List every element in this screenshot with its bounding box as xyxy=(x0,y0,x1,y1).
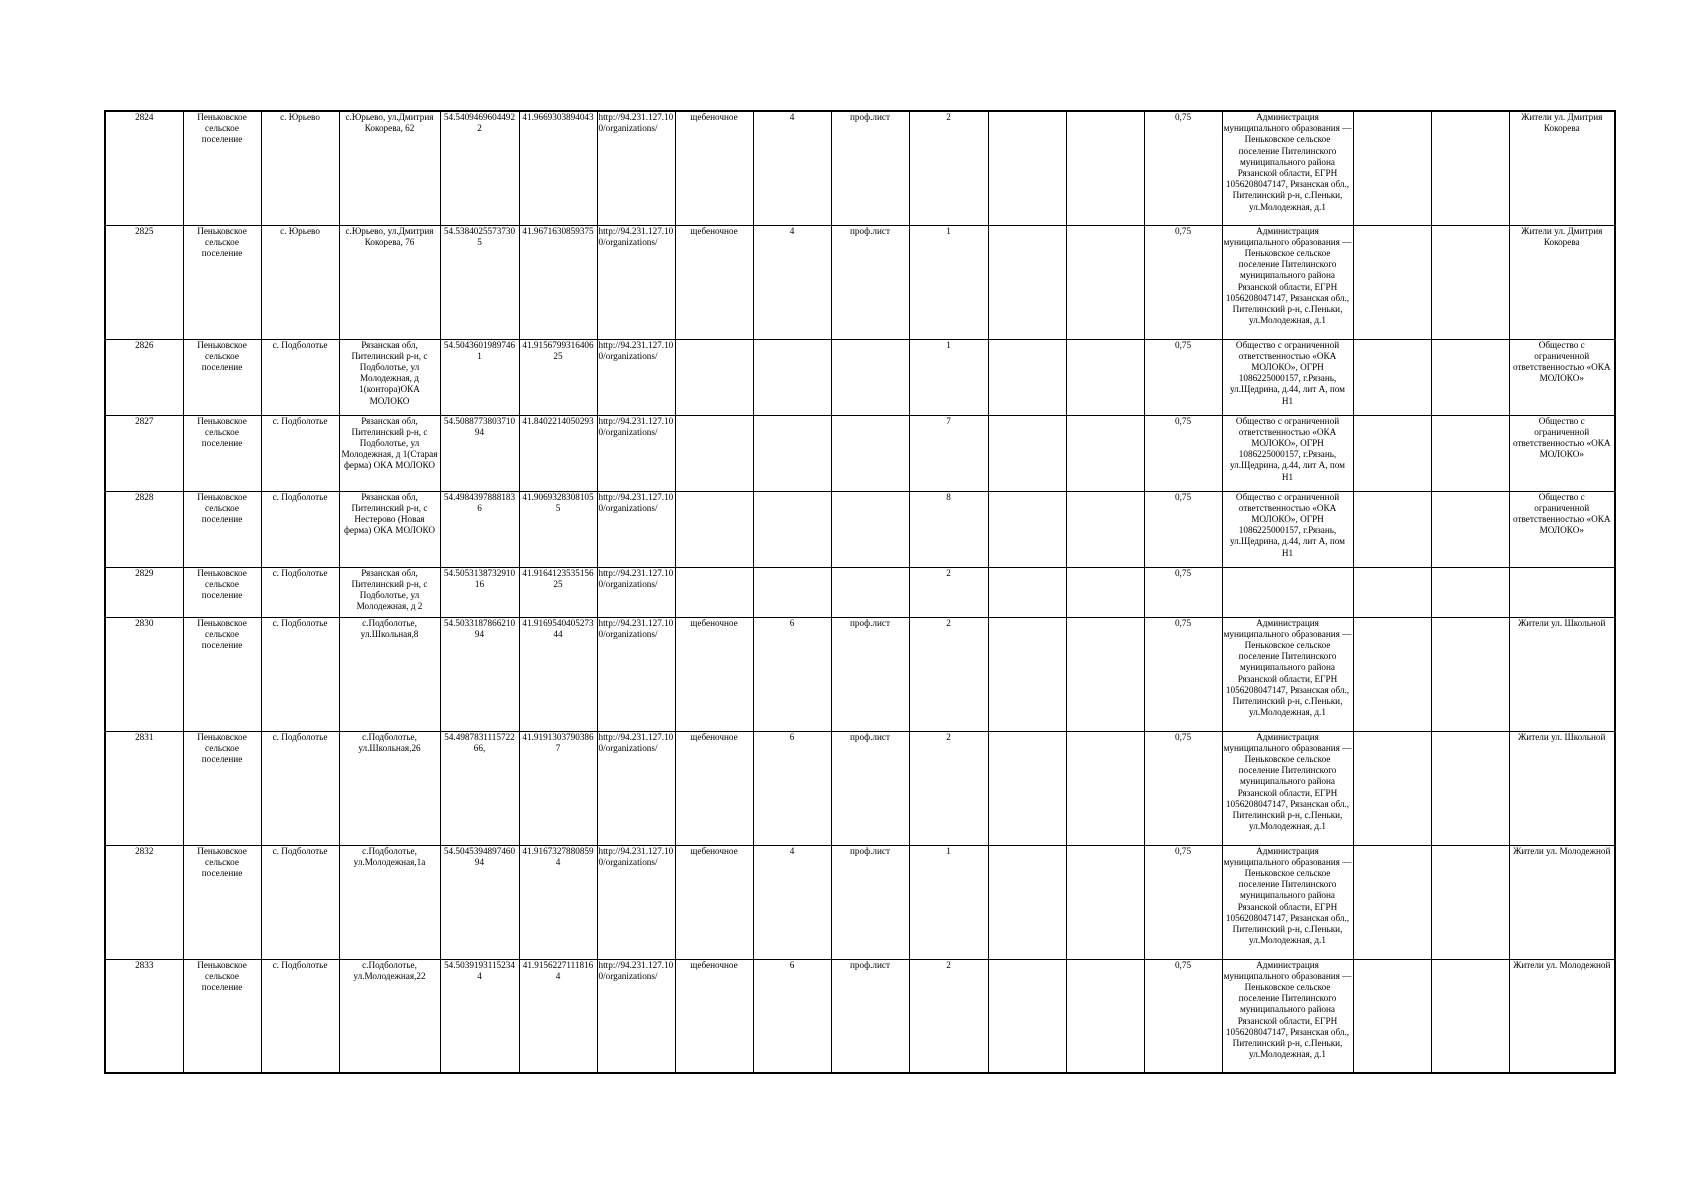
cell-empty xyxy=(1066,617,1144,731)
cell-settlement: Пеньковское сельское поселение xyxy=(183,111,261,225)
cell-settlement: Пеньковское сельское поселение xyxy=(183,225,261,339)
cell-settlement: Пеньковское сельское поселение xyxy=(183,845,261,959)
cell-empty xyxy=(1066,731,1144,845)
cell-url: http://94.231.127.10 0/organizations/ xyxy=(597,415,675,491)
cell-settlement: Пеньковское сельское поселение xyxy=(183,731,261,845)
cell-volume: 0,75 xyxy=(1144,491,1222,567)
cell-waste-sources: Жители ул. Школьной xyxy=(1509,731,1615,845)
cell-longitude: 41.9069328308105 5 xyxy=(519,491,597,567)
cell-locality: с. Подболотье xyxy=(261,617,339,731)
cell-volume: 0,75 xyxy=(1144,617,1222,731)
cell-number: 2833 xyxy=(105,959,183,1073)
cell-waste-sources: Жители ул. Молодежной xyxy=(1509,845,1615,959)
cell-locality: с. Подболотье xyxy=(261,731,339,845)
cell-address: с.Подболотье, ул.Молодежная,22 xyxy=(339,959,440,1073)
cell-containers: 7 xyxy=(909,415,988,491)
cell-surface: щебеночное xyxy=(675,111,753,225)
cell-surface: щебеночное xyxy=(675,617,753,731)
table-row xyxy=(105,845,1615,959)
cell-locality: с. Подболотье xyxy=(261,491,339,567)
cell-fence: проф.лист xyxy=(831,225,909,339)
cell-latitude: 54.5039193115234 4 xyxy=(440,959,519,1073)
cell-volume: 0,75 xyxy=(1144,731,1222,845)
cell-address: с.Юрьево, ул.Дмитрия Кокорева, 76 xyxy=(339,225,440,339)
cell-containers: 2 xyxy=(909,731,988,845)
cell-empty xyxy=(988,617,1066,731)
cell-address: с.Подболотье, ул.Школьная,8 xyxy=(339,617,440,731)
cell-fence: проф.лист xyxy=(831,111,909,225)
cell-longitude: 41.9191303790386 7 xyxy=(519,731,597,845)
cell-settlement: Пеньковское сельское поселение xyxy=(183,339,261,415)
cell-owner: Администрация муниципального образования — Пеньковское сельское поселение Пителинского муниципального района Рязанской области, ЕГРН 1056208047147, Рязанская обл., Пителинский р-н, с.Пеньки, ул.Молодежная, д.1 xyxy=(1222,845,1353,959)
cell-latitude: 54.5384025573730 5 xyxy=(440,225,519,339)
cell-owner: Администрация муниципального образования — Пеньковское сельское поселение Пителинского муниципального района Рязанской области, ЕГРН 1056208047147, Рязанская обл., Пителинский р-н, с.Пеньки, ул.Молодежная, д.1 xyxy=(1222,617,1353,731)
cell-waste-sources: Общество с ограниченной ответственностью «ОКА МОЛОКО» xyxy=(1509,491,1615,567)
table-row xyxy=(105,111,1615,225)
cell-empty xyxy=(1431,617,1509,731)
cell-settlement: Пеньковское сельское поселение xyxy=(183,491,261,567)
cell-waste-sources: Жители ул. Школьной xyxy=(1509,617,1615,731)
cell-url: http://94.231.127.10 0/organizations/ xyxy=(597,617,675,731)
cell-fence xyxy=(831,567,909,617)
cell-number: 2826 xyxy=(105,339,183,415)
cell-empty xyxy=(988,567,1066,617)
cell-containers: 1 xyxy=(909,339,988,415)
table-row xyxy=(105,415,1615,491)
cell-empty xyxy=(988,225,1066,339)
cell-empty xyxy=(1353,959,1431,1073)
cell-url: http://94.231.127.10 0/organizations/ xyxy=(597,845,675,959)
cell-containers: 2 xyxy=(909,111,988,225)
cell-url: http://94.231.127.10 0/organizations/ xyxy=(597,731,675,845)
cell-settlement: Пеньковское сельское поселение xyxy=(183,617,261,731)
cell-empty xyxy=(1431,111,1509,225)
cell-waste-sources: Общество с ограниченной ответственностью «ОКА МОЛОКО» xyxy=(1509,415,1615,491)
cell-empty xyxy=(1353,225,1431,339)
cell-surface xyxy=(675,567,753,617)
table-row xyxy=(105,339,1615,415)
cell-owner: Общество с ограниченной ответственностью «ОКА МОЛОКО», ОГРН 1086225000157, г.Рязань, ул.Щедрина, д.44, лит А, пом Н1 xyxy=(1222,491,1353,567)
cell-waste-sources: Жители ул. Дмитрия Кокорева xyxy=(1509,225,1615,339)
cell-empty xyxy=(988,491,1066,567)
cell-address: с.Подболотье, ул.Молодежная,1а xyxy=(339,845,440,959)
cell-empty xyxy=(1066,567,1144,617)
cell-address: Рязанская обл, Пителинский р-н, с Подболотье, ул Молодежная, д 1(Старая ферма) ОКА МОЛОКО xyxy=(339,415,440,491)
cell-waste-sources: Общество с ограниченной ответственностью «ОКА МОЛОКО» xyxy=(1509,339,1615,415)
cell-latitude: 54.5043601989746 1 xyxy=(440,339,519,415)
cell-surface xyxy=(675,339,753,415)
cell-settlement: Пеньковское сельское поселение xyxy=(183,415,261,491)
cell-empty xyxy=(1431,225,1509,339)
cell-number: 2832 xyxy=(105,845,183,959)
cell-url: http://94.231.127.10 0/organizations/ xyxy=(597,959,675,1073)
cell-latitude: 54.5033187866210 94 xyxy=(440,617,519,731)
cell-latitude: 54.4987831115722 66, xyxy=(440,731,519,845)
cell-longitude: 41.9156227111816 4 xyxy=(519,959,597,1073)
cell-url: http://94.231.127.10 0/organizations/ xyxy=(597,225,675,339)
cell-empty xyxy=(1431,567,1509,617)
cell-empty xyxy=(988,339,1066,415)
cell-longitude: 41.9164123535156 25 xyxy=(519,567,597,617)
cell-empty xyxy=(1431,731,1509,845)
cell-settlement: Пеньковское сельское поселение xyxy=(183,567,261,617)
cell-waste-sources: Жители ул. Молодежной xyxy=(1509,959,1615,1073)
cell-empty xyxy=(1066,415,1144,491)
cell-locality: с. Юрьево xyxy=(261,225,339,339)
cell-containers: 8 xyxy=(909,491,988,567)
cell-empty xyxy=(1431,415,1509,491)
cell-empty xyxy=(1066,339,1144,415)
cell-volume: 0,75 xyxy=(1144,567,1222,617)
cell-longitude: 41.9167327880859 4 xyxy=(519,845,597,959)
cell-owner: Общество с ограниченной ответственностью «ОКА МОЛОКО», ОГРН 1086225000157, г.Рязань, ул.Щедрина, д.44, лит А, пом Н1 xyxy=(1222,339,1353,415)
cell-longitude: 41.8402214050293 xyxy=(519,415,597,491)
cell-empty xyxy=(1353,567,1431,617)
cell-empty xyxy=(988,415,1066,491)
table-row xyxy=(105,491,1615,567)
cell-volume: 0,75 xyxy=(1144,415,1222,491)
cell-area: 4 xyxy=(753,111,831,225)
cell-address: Рязанская обл, Пителинский р-н, с Подболотье, ул Молодежная, д 2 xyxy=(339,567,440,617)
cell-containers: 2 xyxy=(909,567,988,617)
cell-empty xyxy=(1431,491,1509,567)
cell-address: с.Юрьево, ул.Дмитрия Кокорева, 62 xyxy=(339,111,440,225)
cell-empty xyxy=(988,111,1066,225)
cell-address: Рязанская обл, Пителинский р-н, с Подболотье, ул Молодежная, д 1(контора)ОКА МОЛОКО xyxy=(339,339,440,415)
cell-area: 4 xyxy=(753,225,831,339)
cell-surface xyxy=(675,415,753,491)
cell-surface: щебеночное xyxy=(675,731,753,845)
cell-latitude: 54.5045394897460 94 xyxy=(440,845,519,959)
cell-area xyxy=(753,339,831,415)
cell-number: 2830 xyxy=(105,617,183,731)
cell-locality: с. Подболотье xyxy=(261,959,339,1073)
cell-number: 2831 xyxy=(105,731,183,845)
cell-fence: проф.лист xyxy=(831,731,909,845)
table-row xyxy=(105,731,1615,845)
cell-latitude: 54.4984397888183 6 xyxy=(440,491,519,567)
cell-longitude: 41.9169540405273 44 xyxy=(519,617,597,731)
cell-locality: с. Подболотье xyxy=(261,567,339,617)
cell-locality: с. Подболотье xyxy=(261,339,339,415)
cell-longitude: 41.9669303894043 xyxy=(519,111,597,225)
cell-volume: 0,75 xyxy=(1144,845,1222,959)
cell-volume: 0,75 xyxy=(1144,959,1222,1073)
cell-url: http://94.231.127.10 0/organizations/ xyxy=(597,567,675,617)
cell-volume: 0,75 xyxy=(1144,339,1222,415)
table-row xyxy=(105,225,1615,339)
table-row xyxy=(105,567,1615,617)
cell-number: 2828 xyxy=(105,491,183,567)
cell-fence xyxy=(831,415,909,491)
cell-address: Рязанская обл, Пителинский р-н, с Нестерово (Новая ферма) ОКА МОЛОКО xyxy=(339,491,440,567)
cell-empty xyxy=(1431,959,1509,1073)
cell-owner: Администрация муниципального образования — Пеньковское сельское поселение Пителинского муниципального района Рязанской области, ЕГРН 1056208047147, Рязанская обл., Пителинский р-н, с.Пеньки, ул.Молодежная, д.1 xyxy=(1222,731,1353,845)
cell-longitude: 41.9671630859375 xyxy=(519,225,597,339)
cell-empty xyxy=(1066,491,1144,567)
cell-surface: щебеночное xyxy=(675,959,753,1073)
cell-address: с.Подболотье, ул.Школьная,26 xyxy=(339,731,440,845)
cell-containers: 1 xyxy=(909,225,988,339)
cell-empty xyxy=(1353,617,1431,731)
cell-volume: 0,75 xyxy=(1144,111,1222,225)
cell-surface xyxy=(675,491,753,567)
cell-settlement: Пеньковское сельское поселение xyxy=(183,959,261,1073)
cell-empty xyxy=(1353,111,1431,225)
cell-surface: щебеночное xyxy=(675,225,753,339)
cell-area xyxy=(753,491,831,567)
cell-empty xyxy=(1431,845,1509,959)
cell-area: 6 xyxy=(753,959,831,1073)
cell-owner: Администрация муниципального образования — Пеньковское сельское поселение Пителинского муниципального района Рязанской области, ЕГРН 1056208047147, Рязанская обл., Пителинский р-н, с.Пеньки, ул.Молодежная, д.1 xyxy=(1222,225,1353,339)
cell-fence xyxy=(831,339,909,415)
cell-fence: проф.лист xyxy=(831,959,909,1073)
cell-waste-sources xyxy=(1509,567,1615,617)
cell-containers: 2 xyxy=(909,617,988,731)
cell-empty xyxy=(1353,845,1431,959)
cell-waste-sources: Жители ул. Дмитрия Кокорева xyxy=(1509,111,1615,225)
cell-url: http://94.231.127.10 0/organizations/ xyxy=(597,491,675,567)
cell-empty xyxy=(988,845,1066,959)
cell-longitude: 41.9156799316406 25 xyxy=(519,339,597,415)
cell-empty xyxy=(1066,111,1144,225)
cell-empty xyxy=(1066,225,1144,339)
cell-empty xyxy=(1066,845,1144,959)
cell-area xyxy=(753,567,831,617)
cell-latitude: 54.5409469604492 2 xyxy=(440,111,519,225)
cell-empty xyxy=(1353,415,1431,491)
cell-number: 2829 xyxy=(105,567,183,617)
cell-empty xyxy=(988,731,1066,845)
table-row xyxy=(105,617,1615,731)
cell-owner xyxy=(1222,567,1353,617)
cell-fence xyxy=(831,491,909,567)
table-row xyxy=(105,959,1615,1073)
cell-area: 4 xyxy=(753,845,831,959)
registry-table xyxy=(104,110,1616,1074)
cell-empty xyxy=(1066,959,1144,1073)
cell-fence: проф.лист xyxy=(831,845,909,959)
cell-locality: с. Юрьево xyxy=(261,111,339,225)
cell-empty xyxy=(988,959,1066,1073)
cell-volume: 0,75 xyxy=(1144,225,1222,339)
cell-empty xyxy=(1353,339,1431,415)
cell-number: 2824 xyxy=(105,111,183,225)
cell-url: http://94.231.127.10 0/organizations/ xyxy=(597,339,675,415)
cell-area: 6 xyxy=(753,731,831,845)
cell-area xyxy=(753,415,831,491)
cell-surface: щебеночное xyxy=(675,845,753,959)
cell-containers: 2 xyxy=(909,959,988,1073)
cell-owner: Администрация муниципального образования — Пеньковское сельское поселение Пителинского муниципального района Рязанской области, ЕГРН 1056208047147, Рязанская обл., Пителинский р-н, с.Пеньки, ул.Молодежная, д.1 xyxy=(1222,111,1353,225)
cell-owner: Общество с ограниченной ответственностью «ОКА МОЛОКО», ОГРН 1086225000157, г.Рязань, ул.Щедрина, д.44, лит А, пом Н1 xyxy=(1222,415,1353,491)
cell-empty xyxy=(1353,491,1431,567)
cell-containers: 1 xyxy=(909,845,988,959)
registry-body xyxy=(105,111,1615,1073)
cell-latitude: 54.5053138732910 16 xyxy=(440,567,519,617)
cell-url: http://94.231.127.10 0/organizations/ xyxy=(597,111,675,225)
cell-latitude: 54.5088773803710 94 xyxy=(440,415,519,491)
cell-locality: с. Подболотье xyxy=(261,415,339,491)
cell-empty xyxy=(1431,339,1509,415)
cell-number: 2827 xyxy=(105,415,183,491)
cell-locality: с. Подболотье xyxy=(261,845,339,959)
cell-empty xyxy=(1353,731,1431,845)
cell-number: 2825 xyxy=(105,225,183,339)
cell-area: 6 xyxy=(753,617,831,731)
cell-fence: проф.лист xyxy=(831,617,909,731)
cell-owner: Администрация муниципального образования — Пеньковское сельское поселение Пителинского муниципального района Рязанской области, ЕГРН 1056208047147, Рязанская обл., Пителинский р-н, с.Пеньки, ул.Молодежная, д.1 xyxy=(1222,959,1353,1073)
